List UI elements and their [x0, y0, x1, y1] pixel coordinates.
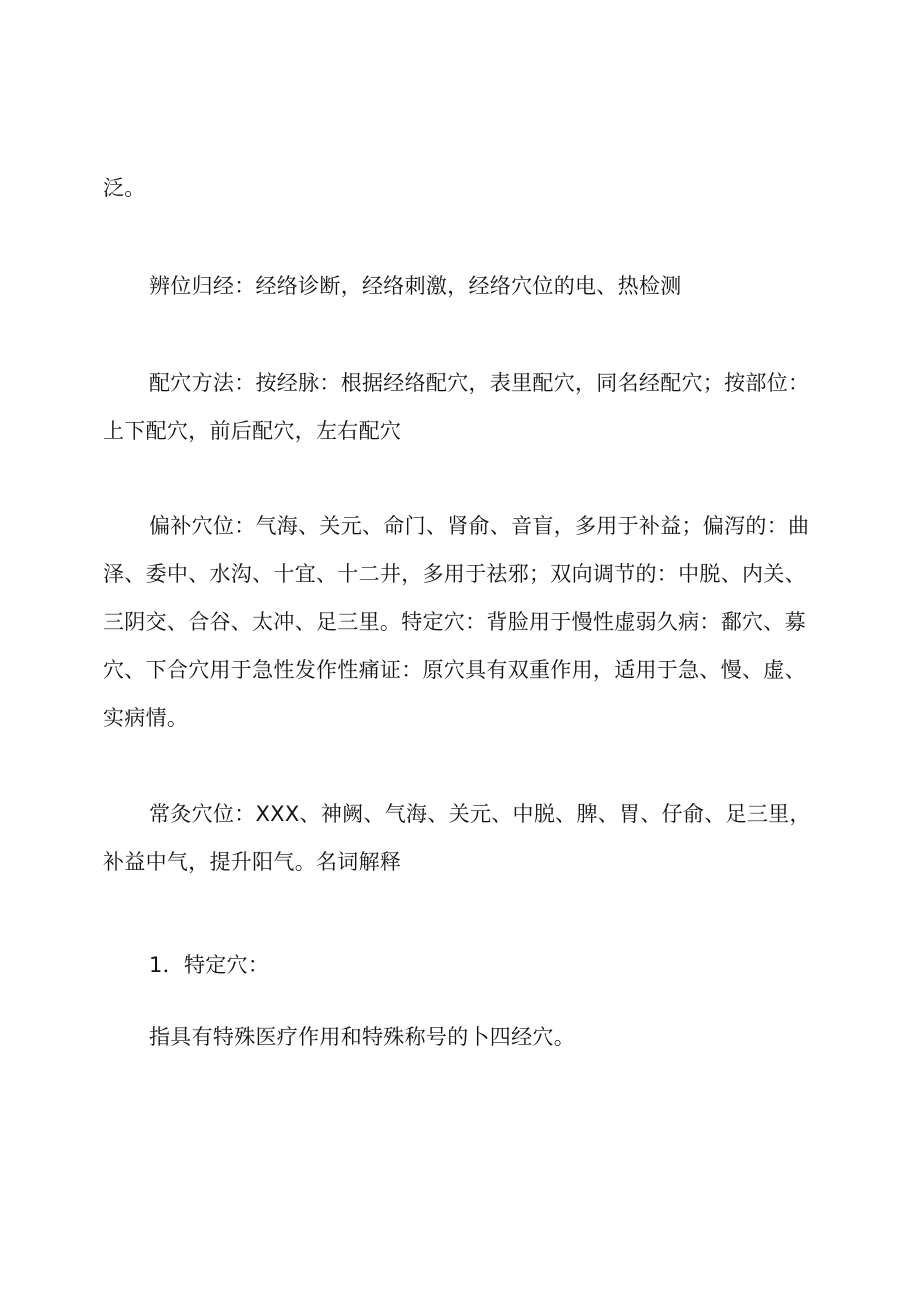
text-line: 泛。	[103, 176, 146, 200]
paragraph-continuation	[103, 164, 823, 212]
text-line: 穴、下合穴用于急性发作性痛证：原穴具有双重作用，适用于急、慢、虚、	[103, 658, 806, 682]
text-line: 1．特定穴：	[149, 953, 270, 977]
paragraph-tonify-reduce-points	[103, 502, 823, 742]
text-line: 常灸穴位：XXX、神阙、气海、关元、中脱、脾、胃、仔俞、足三里，	[149, 802, 811, 826]
text-line: 辨位归经：经络诊断，经络刺激，经络穴位的电、热检测	[149, 274, 682, 298]
text-line: 上下配穴，前后配穴，左右配穴	[103, 419, 402, 443]
text-line: 实病情。	[103, 706, 189, 730]
text-line: 泽、委中、水沟、十宜、十二井，多用于祛邪；双向调节的：中脱、内关、	[103, 562, 806, 586]
text-line: 偏补穴位：气海、关元、命门、肾俞、音盲，多用于补益；偏泻的：曲	[149, 514, 810, 538]
text-line: 补益中气，提升阳气。名词解释	[103, 850, 402, 874]
paragraph-point-combination	[103, 359, 823, 455]
text-line: 三阴交、合谷、太冲、足三里。特定穴：背脸用于慢性虚弱久病：鄱穴、募	[103, 610, 806, 634]
paragraph-moxibustion-points	[103, 790, 823, 886]
text-line: 指具有特殊医疗作用和特殊称号的卜四经穴。	[149, 1025, 575, 1049]
term-definition	[103, 1013, 823, 1061]
paragraph-meridian-diagnosis	[103, 262, 823, 310]
text-line: 配穴方法：按经脉：根据经络配穴，表里配穴，同名经配穴；按部位：	[149, 371, 810, 395]
term-heading	[103, 941, 823, 989]
